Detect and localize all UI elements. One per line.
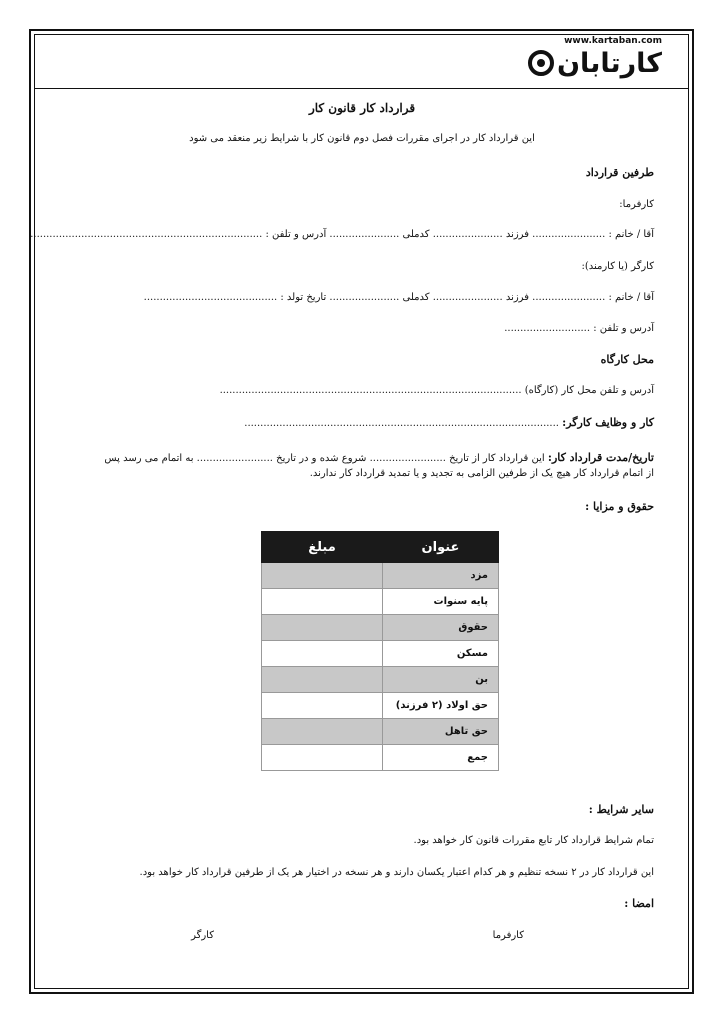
row-amount[interactable] <box>262 719 383 745</box>
row-title: مسکن <box>383 641 499 667</box>
row-title: حق اولاد (۲ فرزند) <box>383 693 499 719</box>
benefits-table-header <box>262 532 499 563</box>
worker-signature-label: کارگر <box>191 930 214 941</box>
workplace-line: آدرس و تلفن محل کار (کارگاه) ............................................................................................... <box>219 385 654 396</box>
row-title: مزد <box>383 563 499 589</box>
row-amount[interactable] <box>262 615 383 641</box>
logo-url: www.kartaban.com <box>564 36 662 46</box>
page-title: قرارداد کار قانون کار <box>308 101 416 115</box>
column-header-amount: مبلغ <box>262 532 383 563</box>
duties-row <box>244 416 654 431</box>
worker-label: کارگر (یا کارمند): <box>581 261 654 272</box>
term-line2: از اتمام قرارداد کار هیچ یک از طرفین الزامی به تجدید و یا تمدید قرارداد کار ندارند. <box>309 468 654 479</box>
gear-icon <box>528 50 554 76</box>
parties-heading: طرفین قرارداد <box>585 166 654 179</box>
other-terms-heading: سایر شرایط : <box>588 803 654 816</box>
worker-address: آدرس و تلفن : ........................... <box>504 323 654 334</box>
column-header-title: عنوان <box>383 532 499 563</box>
table-row <box>262 563 499 589</box>
row-amount[interactable] <box>262 589 383 615</box>
header-divider <box>34 88 689 89</box>
employer-signature-label: کارفرما <box>492 930 524 941</box>
row-title: بن <box>383 667 499 693</box>
row-title: پایه سنوات <box>383 589 499 615</box>
table-row <box>262 693 499 719</box>
row-title: حقوق <box>383 615 499 641</box>
logo-wordmark: کارتابان <box>557 48 662 79</box>
duties-dots: ................................................................................................... <box>244 418 559 429</box>
signature-heading: امضا : <box>624 897 654 910</box>
worker-line: آقا / خانم : ....................... فرزند ...................... کدملی ...................... تاریخ تولد : .......................................... <box>143 292 654 303</box>
intro-text: این قرارداد کار در اجرای مقررات فصل دوم قانون کار با شرایط زیر منعقد می شود <box>189 133 535 144</box>
workplace-heading: محل کارگاه <box>600 353 654 366</box>
table-row <box>262 641 499 667</box>
row-amount[interactable] <box>262 667 383 693</box>
row-amount[interactable] <box>262 693 383 719</box>
duties-heading: کار و وظایف کارگر: <box>562 416 654 429</box>
employer-label: کارفرما: <box>619 199 654 210</box>
table-row <box>262 589 499 615</box>
benefits-heading: حقوق و مزایا : <box>585 500 654 513</box>
other-terms-line2: این قرارداد کار در ۲ نسخه تنظیم و هر کدام اعتبار یکسان دارند و هر نسخه در اختیار هر یک از طرفین قرارداد کار خواهد بود. <box>139 867 654 878</box>
table-row <box>262 667 499 693</box>
table-row <box>262 615 499 641</box>
table-row <box>262 719 499 745</box>
row-amount[interactable] <box>262 563 383 589</box>
term-line1: این قرارداد کار از تاریخ ........................ شروع شده و در تاریخ ........................ به اتمام می رسد پس <box>104 453 545 464</box>
table-row <box>262 745 499 771</box>
row-amount[interactable] <box>262 641 383 667</box>
employer-line: آقا / خانم : ....................... فرزند ...................... کدملی ...................... آدرس و تلفن : ......................................................................... <box>30 229 654 240</box>
term-heading: تاریخ/مدت قرارداد کار: <box>547 451 654 464</box>
row-title: جمع <box>383 745 499 771</box>
kartaban-logo <box>522 36 662 84</box>
row-amount[interactable] <box>262 745 383 771</box>
benefits-table <box>261 531 499 771</box>
term-row <box>104 451 654 466</box>
row-title: حق تاهل <box>383 719 499 745</box>
other-terms-line1: تمام شرایط قرارداد کار تابع مقررات قانون کار خواهد بود. <box>413 835 654 846</box>
